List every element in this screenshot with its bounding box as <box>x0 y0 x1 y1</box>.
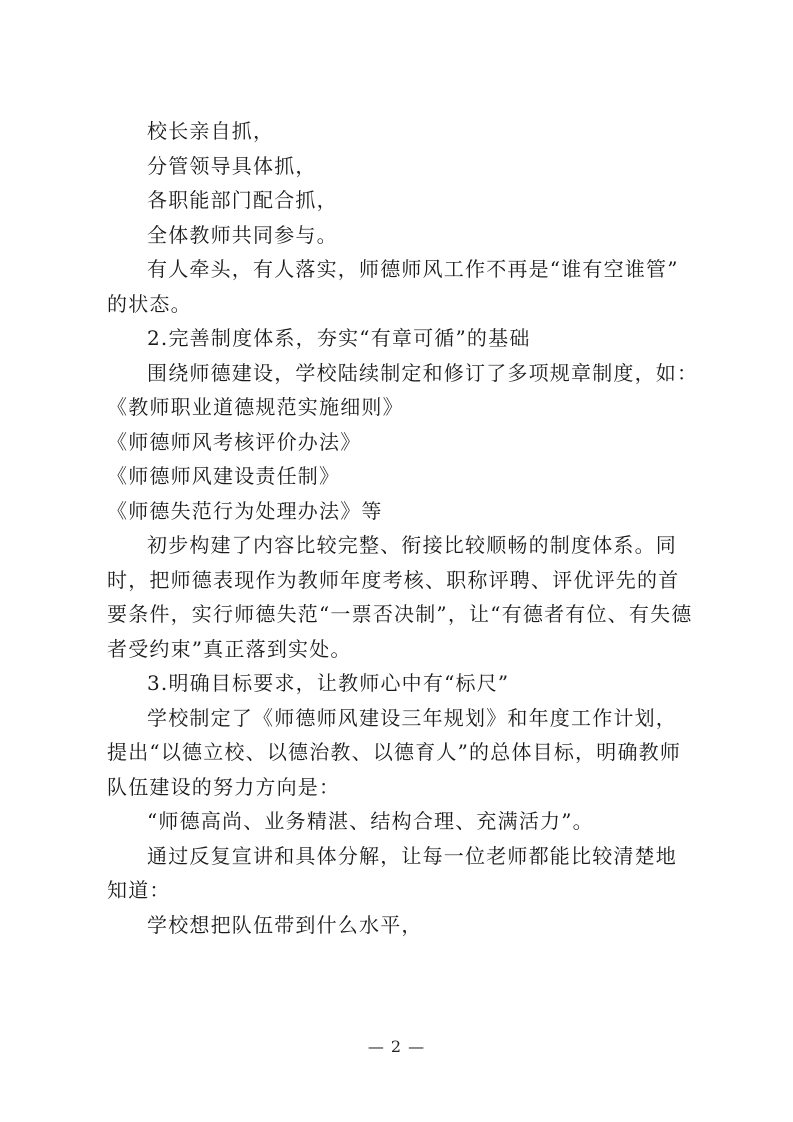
text-line-2: 分管领导具体抓， <box>147 153 317 178</box>
section-heading-3: 3.明确目标要求，让教师心中有“标尺” <box>147 671 510 695</box>
text-line-20: 队伍建设的努力方向是： <box>107 774 341 799</box>
text-line-23: 知道： <box>107 878 171 902</box>
text-line-22: 通过反复宣讲和具体分解，让每一位老师都能比较清楚地 <box>147 843 677 868</box>
text-line-1: 校长亲自抓， <box>147 119 275 143</box>
text-line-18: 学校制定了《师德师风建设三年规划》和年度工作计划， <box>147 705 677 730</box>
text-line-5: 有人牵头，有人落实，师德师风工作不再是“谁有空谁管” <box>147 257 679 281</box>
text-line-19: 提出“以德立校、以德治教、以德育人”的总体目标，明确教师 <box>107 740 682 764</box>
text-line-8: 围绕师德建设，学校陆续制定和修订了多项规章制度，如： <box>147 360 699 385</box>
text-line-4: 全体教师共同参与。 <box>147 222 338 247</box>
text-line-21: “师德高尚、业务精湛、结构合理、充满活力”。 <box>147 809 594 833</box>
section-heading-2: 2.完善制度体系，夯实“有章可循”的基础 <box>147 326 531 350</box>
regulation-3: 《师德师风建设责任制》 <box>107 464 341 488</box>
text-line-16: 者受约束”真正落到实处。 <box>107 636 352 661</box>
regulation-1: 《教师职业道德规范实施细则》 <box>107 395 404 419</box>
regulation-4: 《师德失范行为处理办法》等 <box>107 498 383 523</box>
body-text <box>107 114 699 942</box>
text-line-6: 的状态。 <box>107 291 192 316</box>
text-line-3: 各职能部门配合抓， <box>147 188 338 212</box>
text-line-15: 要条件，实行师德失范“一票否决制”，让“有德者有位、有失德 <box>107 602 693 626</box>
text-line-24: 学校想把队伍带到什么水平， <box>147 912 423 937</box>
page-number: — 2 — <box>367 1037 426 1056</box>
text-line-13: 初步构建了内容比较完整、衔接比较顺畅的制度体系。同 <box>147 533 677 557</box>
regulation-2: 《师德师风考核评价办法》 <box>107 429 362 454</box>
text-line-14: 时，把师德表现作为教师年度考核、职称评聘、评优评先的首 <box>107 567 680 592</box>
